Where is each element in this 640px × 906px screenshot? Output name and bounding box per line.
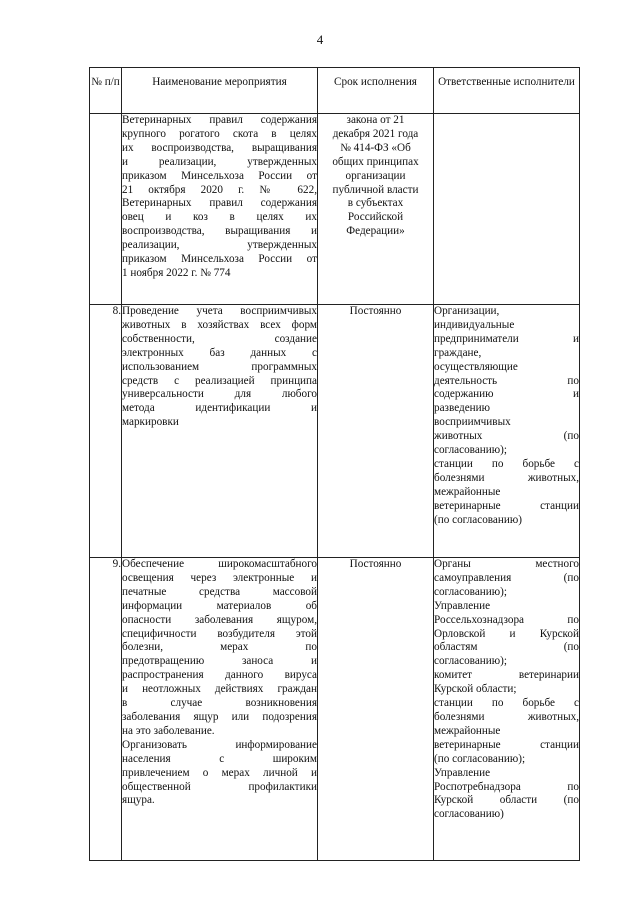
text-line: и неотложных действиях граждан bbox=[122, 683, 317, 696]
text-line: ветеринарные станции bbox=[434, 499, 579, 512]
responsible bbox=[434, 305, 580, 558]
text-line: ящура. bbox=[122, 794, 155, 807]
text-line: овец и коз в целях их bbox=[122, 211, 317, 224]
text-line: крупного рогатого скота в целях bbox=[122, 127, 317, 140]
text-line: средств с реализацией принципа bbox=[122, 374, 317, 387]
text-line: универсальности для любого bbox=[122, 388, 317, 401]
text-line: 21 октября 2020 г. № 622, bbox=[122, 183, 317, 196]
header-name: Наименование мероприятия bbox=[122, 68, 318, 114]
text-line: в случае возникновения bbox=[122, 697, 317, 710]
text-line: согласованию) bbox=[434, 808, 504, 821]
text-line: Курской области; bbox=[434, 683, 517, 696]
text-line: предотвращению заноса и bbox=[122, 655, 317, 668]
text-line: Российской bbox=[347, 211, 404, 224]
text-line: приказом Минсельхоза России от bbox=[122, 169, 317, 182]
text-line: печатные средства массовой bbox=[122, 585, 317, 598]
text-line: специфичности возбудителя этой bbox=[122, 627, 317, 640]
text-line: восприимчивых bbox=[434, 416, 511, 429]
row-number: 9. bbox=[90, 558, 122, 861]
text-line: предприниматели и bbox=[434, 332, 579, 345]
text-line: животных (по bbox=[434, 430, 579, 443]
text-line: Ветеринарных правил содержания bbox=[122, 197, 317, 210]
header-responsible: Ответственные исполнители bbox=[434, 68, 580, 114]
text-line: электронных баз данных с bbox=[122, 346, 317, 359]
term bbox=[318, 114, 434, 305]
term bbox=[318, 558, 434, 861]
text-line: Организовать информирование bbox=[122, 738, 317, 751]
table-row bbox=[90, 558, 580, 861]
text-line: Россельхознадзора по bbox=[434, 613, 579, 626]
text-line: болезнями животных, bbox=[434, 710, 579, 723]
text-line: организации bbox=[345, 169, 406, 182]
text-line: в субъектах bbox=[347, 197, 404, 210]
header-num: № п/п bbox=[90, 68, 122, 114]
text-line: использованием программных bbox=[122, 360, 317, 373]
text-line: декабря 2021 года bbox=[332, 127, 419, 140]
row-number bbox=[90, 114, 122, 305]
text-line: привлечением о мерах личной и bbox=[122, 766, 317, 779]
text-line: ветеринарные станции bbox=[434, 738, 579, 751]
header-term: Срок исполнения bbox=[318, 68, 434, 114]
text-line: станции по борьбе с bbox=[434, 697, 579, 710]
text-line: Орловской и Курской bbox=[434, 627, 579, 640]
text-line: содержанию и bbox=[434, 388, 579, 401]
text-line: приказом Минсельхоза России от bbox=[122, 253, 317, 266]
row-number: 8. bbox=[90, 305, 122, 558]
text-line: воспроизводства, выращивания и bbox=[122, 225, 317, 238]
text-line: информации материалов об bbox=[122, 599, 317, 612]
text-line: Организации, bbox=[434, 305, 500, 317]
text-line: Управление bbox=[434, 766, 491, 779]
text-line: на это заболевание. bbox=[122, 724, 215, 737]
text-line: межрайонные bbox=[434, 724, 501, 737]
text-line: Ветеринарных правил содержания bbox=[122, 114, 317, 126]
table-header-row bbox=[90, 68, 580, 114]
text-line: освещения через электронные и bbox=[122, 571, 317, 584]
text-line: разведению bbox=[434, 402, 491, 415]
text-line: (по согласованию); bbox=[434, 752, 526, 765]
text-line: Органы местного bbox=[434, 558, 579, 570]
text-line: самоуправления (по bbox=[434, 571, 579, 584]
text-line: (по согласованию) bbox=[434, 513, 522, 526]
text-line: согласованию); bbox=[434, 585, 507, 598]
table-row bbox=[90, 114, 580, 305]
text-line: Постоянно bbox=[349, 305, 402, 317]
text-line: Федерации» bbox=[346, 225, 405, 238]
text-line: опасности заболевания ящуром, bbox=[122, 613, 317, 626]
text-line: распространения данного вируса bbox=[122, 669, 317, 682]
text-line: Курской области (по bbox=[434, 794, 579, 807]
text-line: маркировки bbox=[122, 416, 179, 429]
text-line: согласованию); bbox=[434, 444, 507, 457]
text-line: № 414-ФЗ «Об bbox=[340, 141, 411, 154]
text-line: заболевания ящур или подозрения bbox=[122, 710, 317, 723]
text-line: собственности, создание bbox=[122, 332, 317, 345]
text-line: их воспроизводства, выращивания bbox=[122, 141, 317, 154]
text-line: индивидуальные bbox=[434, 318, 515, 331]
measures-table bbox=[89, 67, 580, 861]
text-line: населения с широким bbox=[122, 752, 317, 765]
text-line: граждане, bbox=[434, 346, 482, 359]
page-number: 4 bbox=[316, 32, 324, 47]
text-line: межрайонные bbox=[434, 485, 501, 498]
measure-name bbox=[122, 114, 318, 305]
text-line: публичной власти bbox=[332, 183, 419, 196]
text-line: Роспотребнадзора по bbox=[434, 780, 579, 793]
text-line: закона от 21 bbox=[346, 114, 405, 126]
text-line: комитет ветеринарии bbox=[434, 669, 579, 682]
text-line: станции по борьбе с bbox=[434, 457, 579, 470]
term bbox=[318, 305, 434, 558]
text-line: реализации, утвержденных bbox=[122, 239, 317, 252]
table-row bbox=[90, 305, 580, 558]
text-line: деятельность по bbox=[434, 374, 579, 387]
text-line: животных в хозяйствах всех форм bbox=[122, 318, 317, 331]
responsible bbox=[434, 114, 580, 305]
text-line: болезни, мерах по bbox=[122, 641, 317, 654]
text-line: Проведение учета восприимчивых bbox=[122, 305, 317, 317]
text-line: Управление bbox=[434, 599, 491, 612]
text-line: метода идентификации и bbox=[122, 402, 317, 415]
text-line: и реализации, утвержденных bbox=[122, 155, 317, 168]
text-line: болезнями животных, bbox=[434, 471, 579, 484]
text-line: согласованию); bbox=[434, 655, 507, 668]
text-line: общественной профилактики bbox=[122, 780, 317, 793]
responsible bbox=[434, 558, 580, 861]
measure-name bbox=[122, 305, 318, 558]
text-line: 1 ноября 2022 г. № 774 bbox=[122, 266, 231, 279]
text-line: областям (по bbox=[434, 641, 579, 654]
text-line: Постоянно bbox=[349, 558, 402, 570]
measure-name bbox=[122, 558, 318, 861]
text-line: осуществляющие bbox=[434, 360, 518, 373]
text-line: Обеспечение широкомасштабного bbox=[122, 558, 317, 570]
text-line: общих принципах bbox=[332, 155, 419, 168]
